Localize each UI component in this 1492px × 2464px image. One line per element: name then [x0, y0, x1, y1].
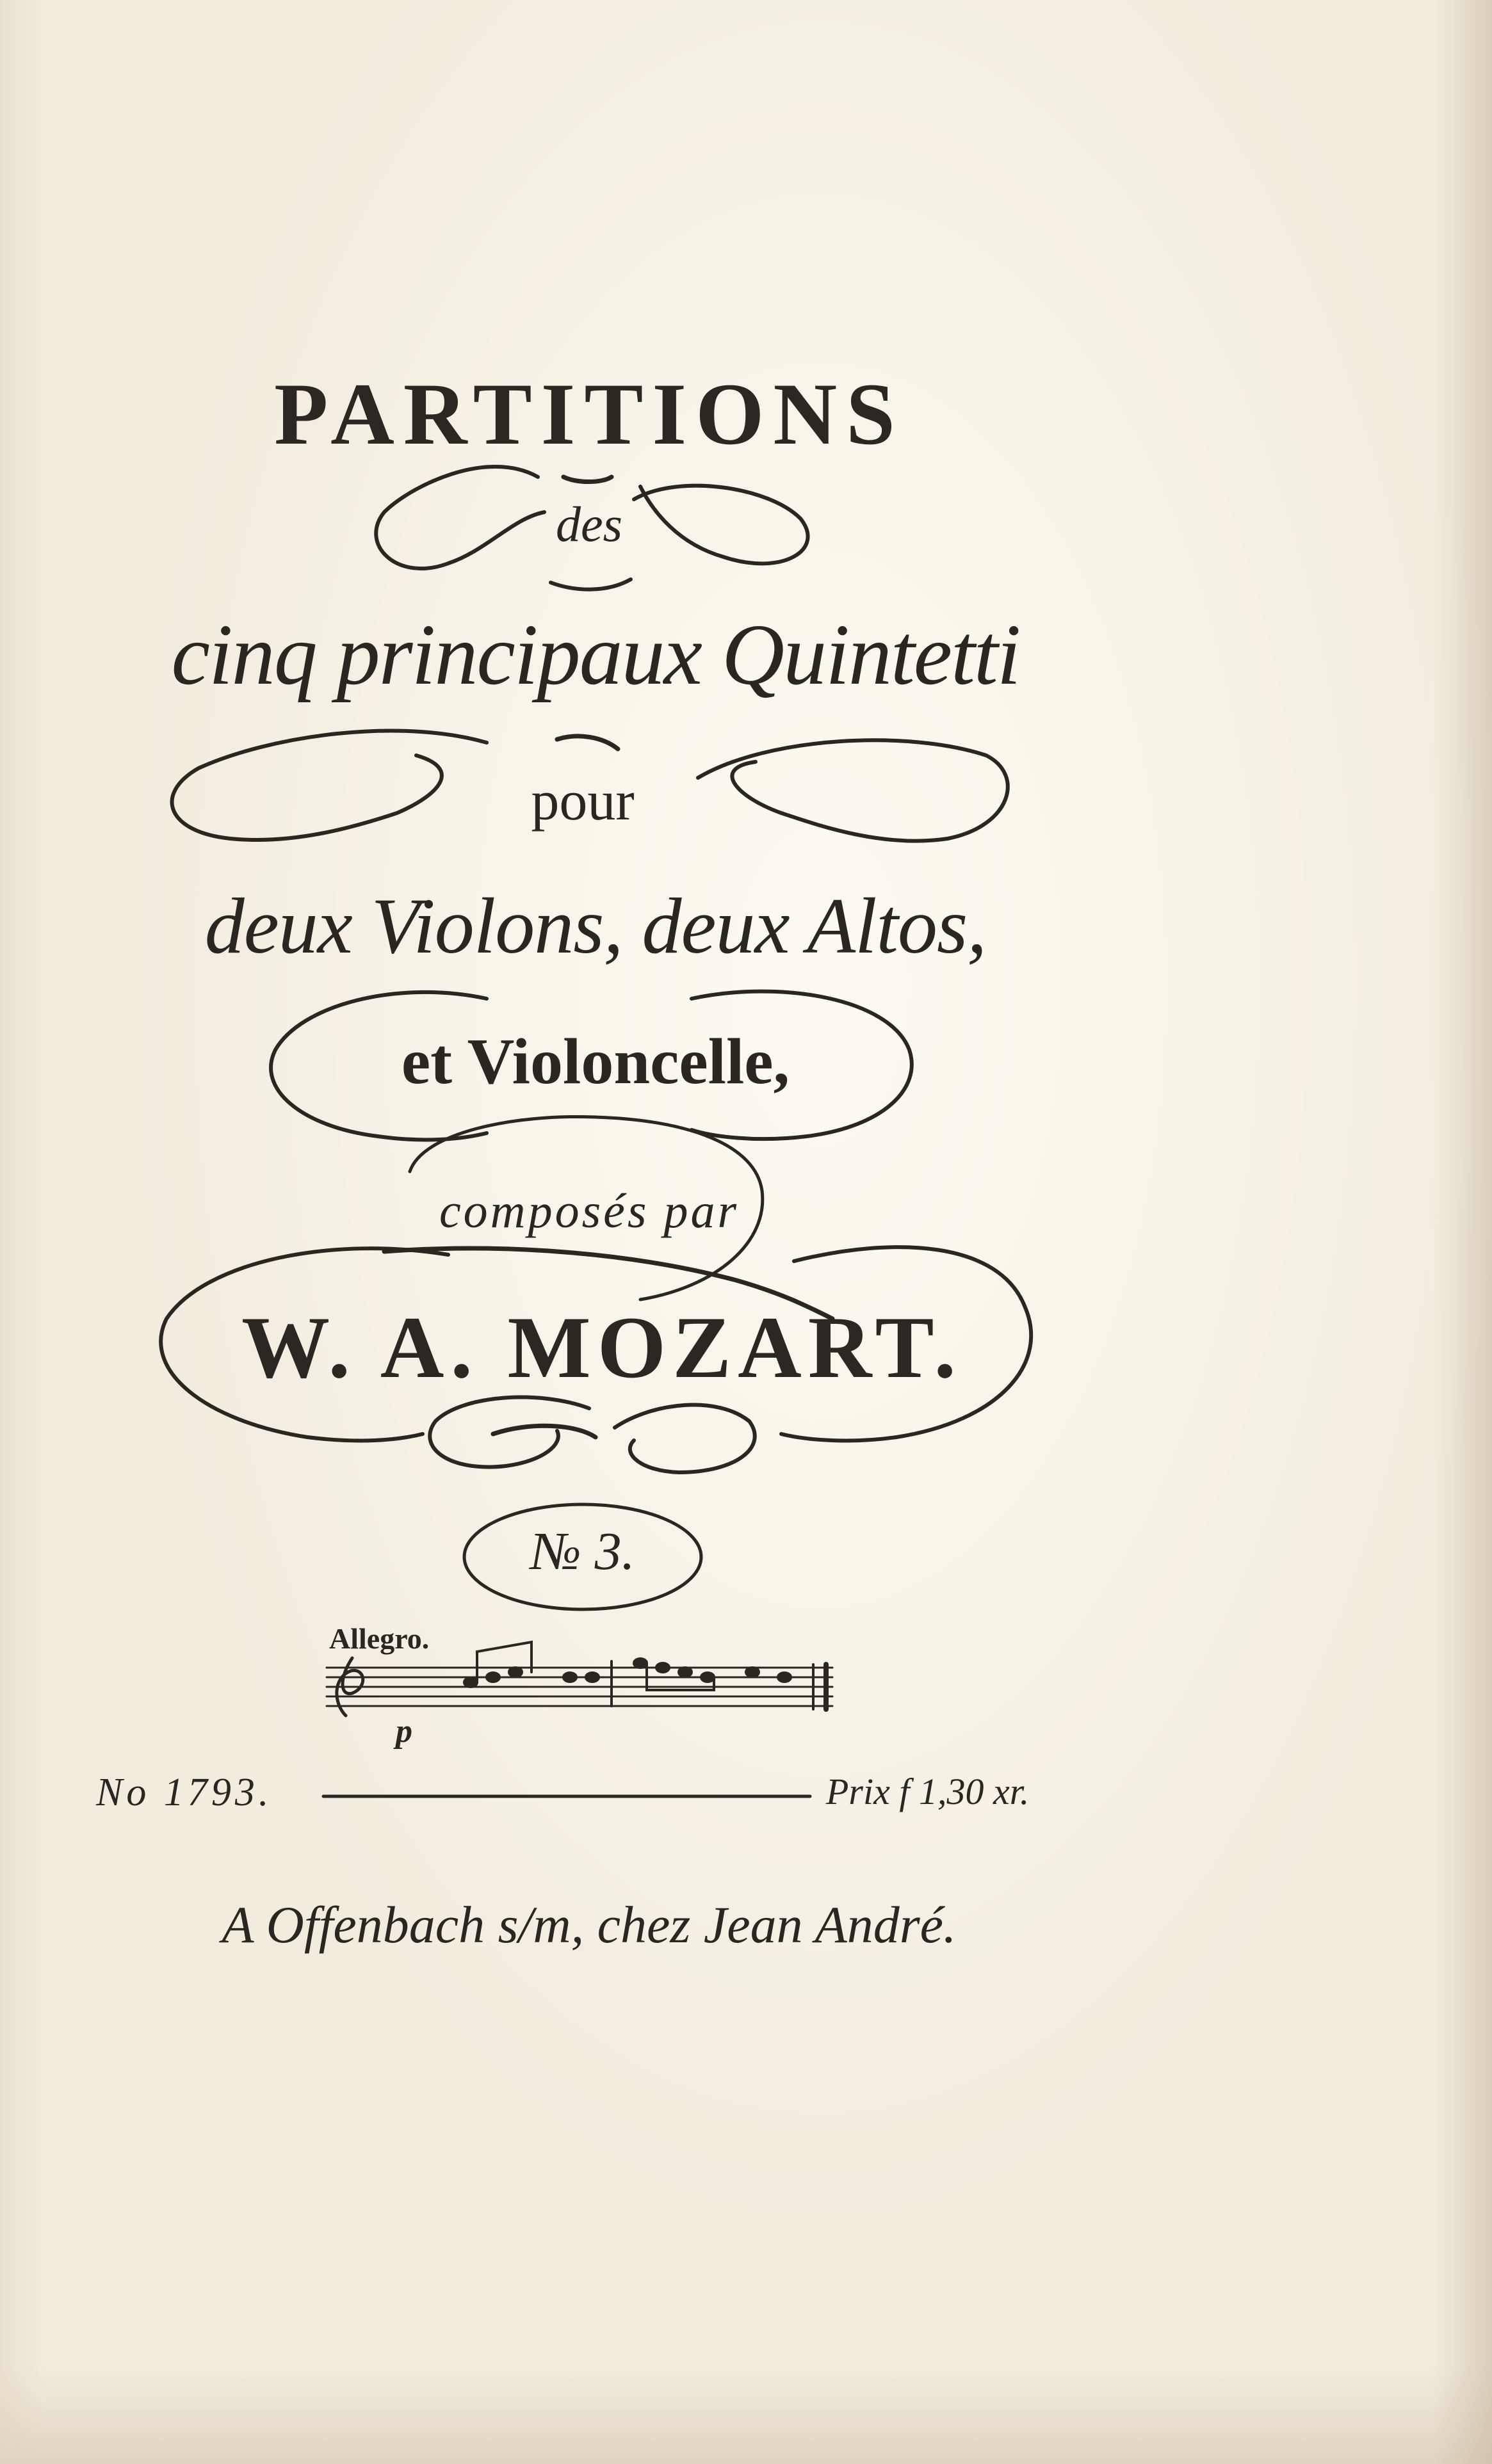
flourish-below-right [615, 1405, 755, 1472]
flourish-pour-top [557, 736, 618, 749]
page-title: PARTITIONS [274, 365, 904, 463]
flourish-des-top [564, 477, 612, 482]
line-cinq-principaux: cinq principaux Quintetti [171, 607, 1020, 703]
flourish-pour-right [698, 740, 1008, 841]
dynamic-marking: p [396, 1713, 412, 1750]
line-violoncelle: et Violoncelle, [401, 1026, 790, 1098]
composer-name: W. A. MOZART. [241, 1298, 962, 1396]
price-label: Prix f 1,30 xr. [826, 1771, 1030, 1812]
line-des: des [556, 496, 622, 552]
line-pour: pour [531, 770, 635, 832]
plate-number: No 1793. [96, 1771, 273, 1814]
publisher-line: A Offenbach s/m, chez Jean André. [222, 1896, 957, 1954]
flourish-pour-left [172, 730, 487, 840]
flourish-below-center [493, 1426, 596, 1437]
quintet-number: № 3. [530, 1522, 635, 1581]
tempo-marking: Allegro. [329, 1622, 430, 1655]
line-composes-par: composés par [439, 1184, 740, 1238]
flourish-des-bottom [551, 579, 631, 590]
flourish-below-left [430, 1397, 589, 1467]
line-instruments: deux Violons, deux Altos, [204, 882, 987, 970]
